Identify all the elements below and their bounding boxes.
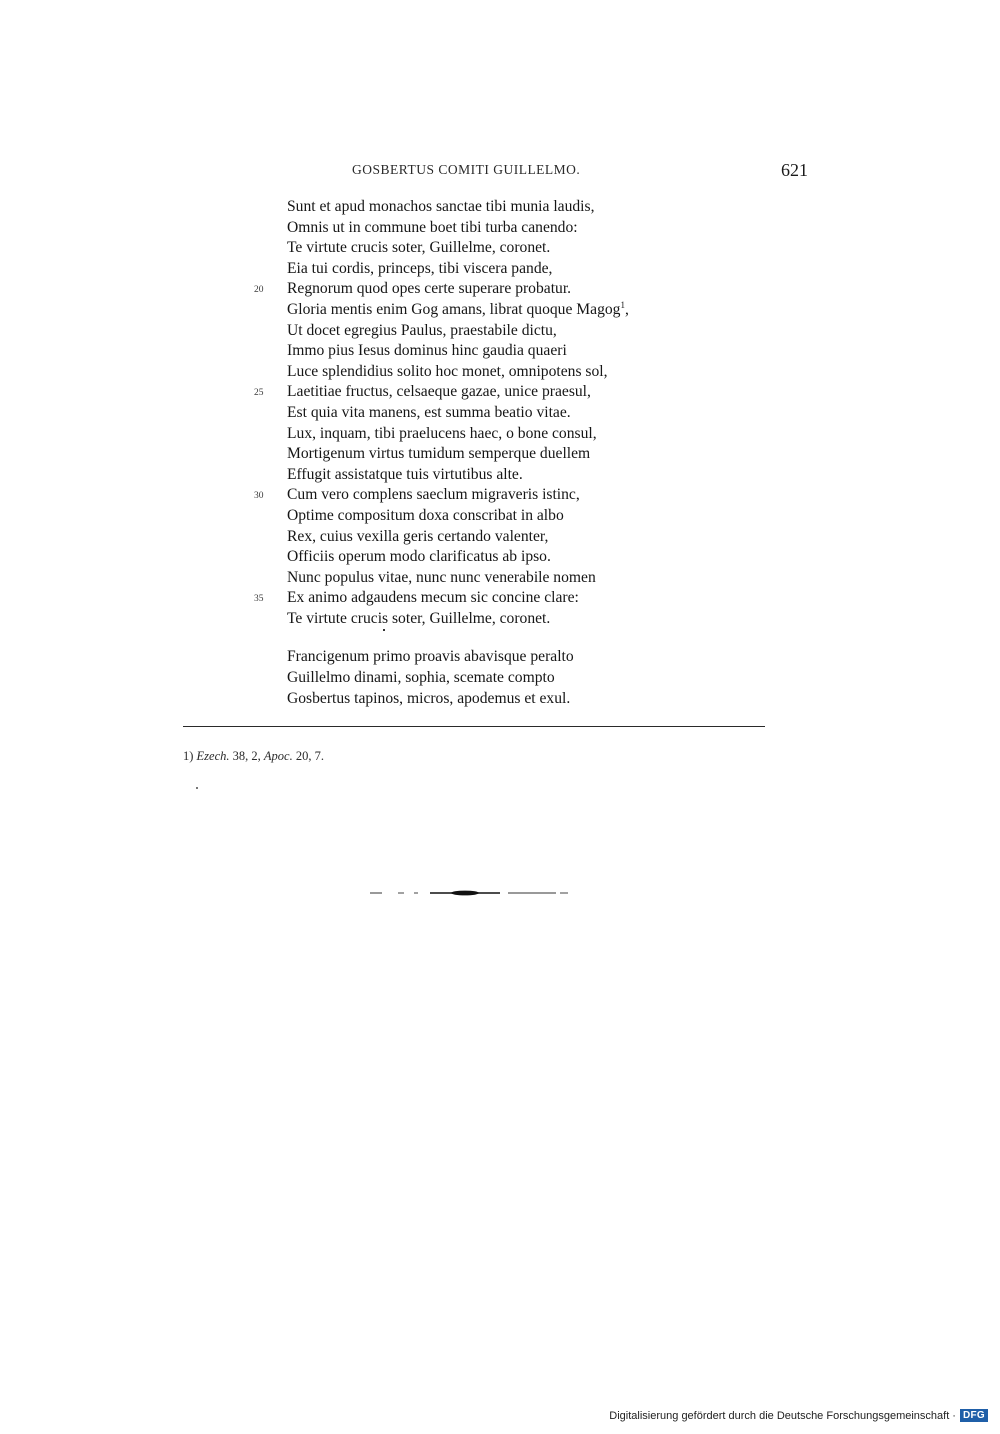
line-number: 25 (254, 388, 264, 399)
poem-line (287, 444, 747, 465)
poem-lines (254, 197, 747, 629)
poem-line-text: Nunc populus vitae, nunc nunc venerabile nomen (287, 568, 596, 586)
footnote-marker: 1) (183, 749, 194, 763)
poem-line-text: Mortigenum virtus tumidum semperque duellem (287, 445, 591, 463)
poem-line-text: Lux, inquam, tibi praelucens haec, o bone consul, (287, 424, 597, 442)
poem-line (287, 238, 747, 259)
poem-body (254, 197, 747, 709)
closing-line: Francigenum primo proavis abavisque peralto (287, 648, 574, 666)
poem-line (287, 568, 747, 589)
poem-line (287, 300, 747, 321)
poem-line (254, 485, 747, 506)
footnote-ref-apoc-loc: 20, 7. (295, 749, 324, 763)
dfg-logo: DFG (960, 1409, 988, 1422)
poem-line (287, 259, 747, 280)
poem-line-text: Optime compositum doxa conscribat in albo (287, 506, 564, 524)
footnote-ref-ezech: Ezech. (196, 749, 230, 763)
line-number: 30 (254, 491, 264, 502)
running-title: GOSBERTUS COMITI GUILLELMO. (352, 162, 581, 177)
poem-line-text: Ex animo adgaudens mecum sic concine clare: (287, 589, 579, 607)
poem-line-text: Est quia vita manens, est summa beatio vitae. (287, 403, 571, 421)
poem-line-text: Eia tui cordis, princeps, tibi viscera pande, (287, 259, 553, 277)
poem-line-text: Te virtute crucis soter, Guillelme, coronet. (287, 239, 551, 257)
poem-line (287, 424, 747, 445)
poem-line (287, 609, 747, 630)
poem-line (287, 547, 747, 568)
poem-line-text: Officiis operum modo clarificatus ab ipso. (287, 548, 551, 566)
poem-line-text: Immo pius Iesus dominus hinc gaudia quaeri (287, 342, 567, 360)
poem-line-text: Luce splendidius solito hoc monet, omnipotens sol, (287, 362, 608, 380)
credit-text: Digitalisierung gefördert durch die Deutsche Forschungsgemeinschaft · (609, 1409, 956, 1422)
closing-line: Guillelmo dinami, sophia, scemate compto (287, 669, 555, 687)
footnote-ref-ezech-loc: 38, 2, (232, 749, 261, 763)
poem-line-text: Laetitiae fructus, celsaeque gazae, unice praesul, (287, 383, 591, 401)
line-number: 35 (254, 594, 264, 605)
dfg-credit (609, 1409, 988, 1422)
poem-line (254, 588, 747, 609)
poem-line (254, 382, 747, 403)
poem-line (287, 465, 747, 486)
poem-line-text: Te virtute crucis soter, Guillelme, coronet. (287, 609, 551, 627)
stanza-gap (287, 629, 747, 647)
closing-line: Gosbertus tapinos, micros, apodemus et exul. (287, 689, 571, 707)
poem-line-text: Gloria mentis enim Gog amans, librat quoque Magog (287, 300, 621, 318)
poem-line (287, 506, 747, 527)
poem-line (287, 527, 747, 548)
poem-line (287, 321, 747, 342)
poem-line-text: Effugit assistatque tuis virtutibus alte. (287, 465, 523, 483)
page-number: 621 (781, 160, 808, 180)
footnote-ref-apoc: Apoc. (263, 749, 293, 763)
poem-line (287, 197, 747, 218)
footnote-reference: 1 (620, 299, 625, 310)
ornament-divider (370, 890, 568, 896)
poem-line-text: Omnis ut in commune boet tibi turba canendo: (287, 218, 578, 236)
stray-mark (383, 629, 385, 631)
poem-line-text: Cum vero complens saeclum migraveris istinc, (287, 486, 580, 504)
poem-line-text: Regnorum quod opes certe superare probatur. (287, 280, 572, 298)
poem-line-text: Ut docet egregius Paulus, praestabile dictu, (287, 321, 557, 339)
poem-line-text: Sunt et apud monachos sanctae tibi munia laudis, (287, 198, 595, 215)
poem-line (287, 218, 747, 239)
line-punctuation: , (624, 300, 629, 318)
closing-lines (287, 647, 747, 709)
poem-line-text: Rex, cuius vexilla geris certando valenter, (287, 527, 549, 545)
print-speck (196, 787, 198, 789)
poem-line (287, 341, 747, 362)
poem-line (287, 403, 747, 424)
footnote (183, 749, 324, 764)
footnote-rule (183, 726, 765, 727)
poem-line (254, 279, 747, 300)
poem-line (287, 362, 747, 383)
line-number: 20 (254, 285, 264, 296)
